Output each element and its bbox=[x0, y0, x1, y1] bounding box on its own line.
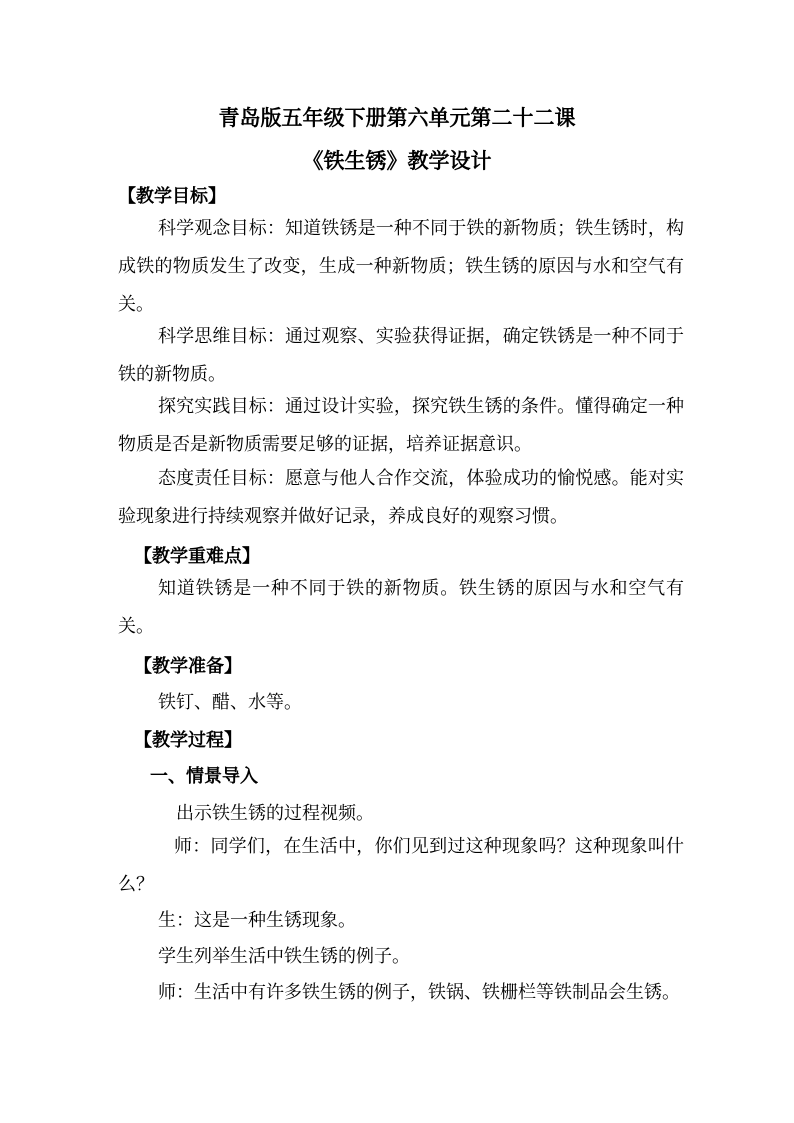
doc-title-line2: 《铁生锈》教学设计 bbox=[302, 149, 492, 173]
goal-paragraph-2: 科学思维目标：通过观察、实验获得证据，确定铁锈是一种不同于铁的新物质。 bbox=[118, 326, 684, 385]
goal-paragraph-3: 探究实践目标：通过设计实验，探究铁生锈的条件。懂得确定一种物质是否是新物质需要足够的证据，培养证据意识。 bbox=[118, 396, 684, 455]
process-line-3: 生：这是一种生锈现象。 bbox=[158, 910, 356, 931]
section-goals-heading: 【教学目标】 bbox=[118, 186, 226, 207]
process-line-4: 学生列举生活中铁生锈的例子。 bbox=[158, 946, 410, 967]
step1-heading: 一、情景导入 bbox=[150, 766, 258, 787]
process-line-1: 出示铁生锈的过程视频。 bbox=[176, 803, 374, 824]
section-process-heading: 【教学过程】 bbox=[134, 730, 242, 751]
goal-paragraph-1: 科学观念目标：知道铁锈是一种不同于铁的新物质；铁生锈时，构成铁的物质发生了改变，生成一种新物质；铁生锈的原因与水和空气有关。 bbox=[118, 218, 684, 315]
goal-paragraph-4: 态度责任目标：愿意与他人合作交流，体验成功的愉悦感。能对实验现象进行持续观察并做好记录，养成良好的观察习惯。 bbox=[118, 468, 684, 527]
section-preparation-heading: 【教学准备】 bbox=[134, 656, 242, 677]
preparation-text: 铁钉、醋、水等。 bbox=[158, 692, 302, 713]
section-key-points-heading: 【教学重难点】 bbox=[134, 546, 260, 567]
doc-title-line1: 青岛版五年级下册第六单元第二十二课 bbox=[218, 106, 576, 130]
process-line-2: 师：同学们，在生活中，你们见到过这种现象吗？这种现象叫什么？ bbox=[118, 836, 684, 895]
key-points-paragraph: 知道铁锈是一种不同于铁的新物质。铁生锈的原因与水和空气有关。 bbox=[118, 578, 684, 637]
process-line-5: 师：生活中有许多铁生锈的例子，铁锅、铁栅栏等铁制品会生锈。 bbox=[158, 982, 680, 1003]
